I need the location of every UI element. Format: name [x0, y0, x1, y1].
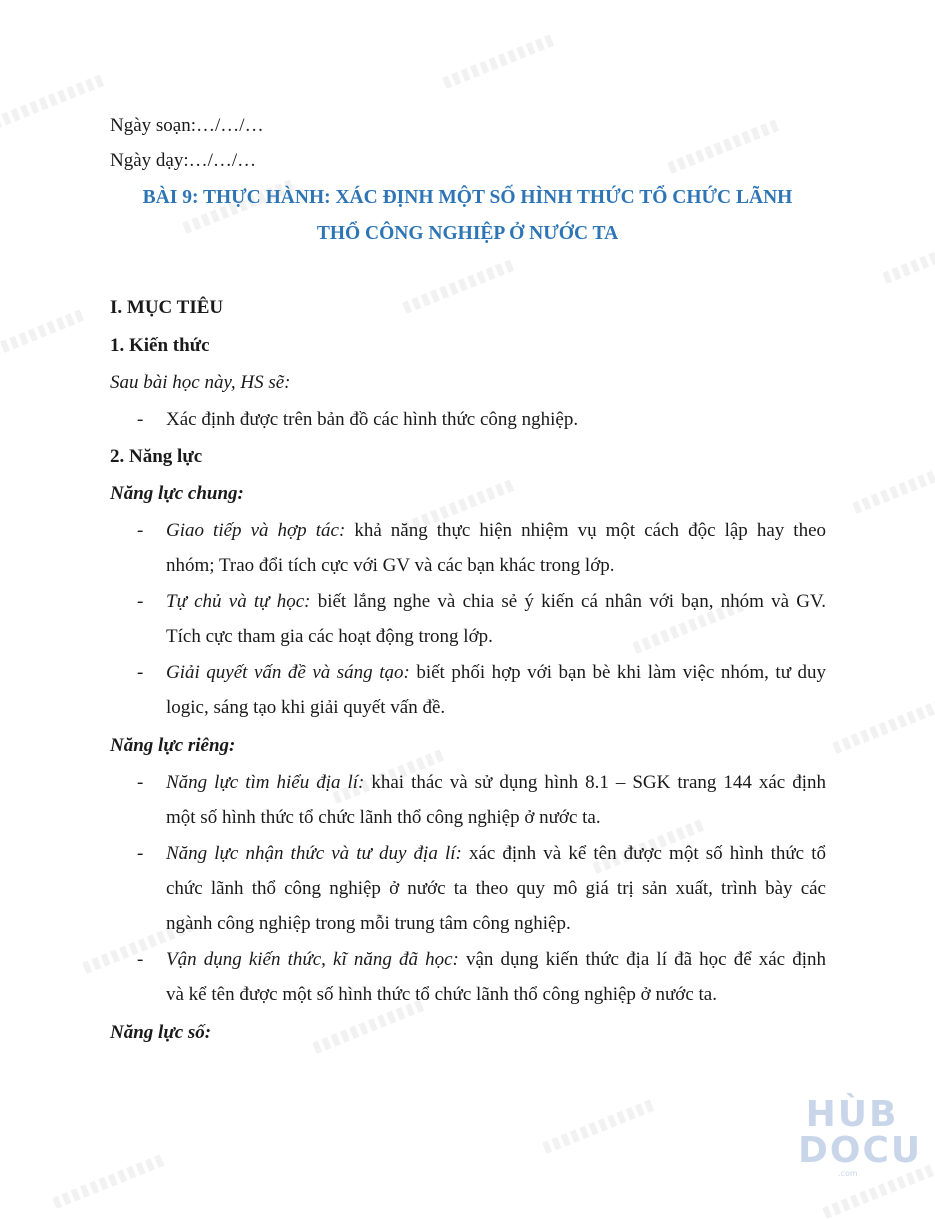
- general-competence-heading: Năng lực chung:: [110, 483, 244, 504]
- item-text: vận dụng kiến thức địa lí đã học để xác định: [465, 949, 826, 970]
- item-label: Giao tiếp và hợp tác:: [166, 520, 346, 541]
- logo-text-bottom: DOCU: [798, 1130, 923, 1171]
- item-text: biết lắng nghe và chia sẻ ý kiến cá nhân với bạn, nhóm và GV.: [317, 591, 826, 612]
- section-heading-objectives: I. MỤC TIÊU: [110, 297, 224, 318]
- watermark: [52, 1153, 168, 1209]
- lesson-title-line1: BÀI 9: THỰC HÀNH: XÁC ĐỊNH MỘT SỐ HÌNH THỨC TỔ CHỨC LÃNH: [142, 187, 793, 208]
- list-item: [166, 590, 826, 660]
- item-text: khả năng thực hiện nhiệm vụ một cách độc lập hay theo: [354, 520, 827, 541]
- bullet-dash: -: [137, 591, 144, 612]
- watermark: [402, 258, 518, 314]
- item-text: xác định và kể tên được một số hình thức tổ: [468, 843, 826, 864]
- item-text: logic, sáng tạo khi giải quyết vấn đề.: [166, 697, 446, 718]
- list-item: [166, 948, 826, 1018]
- item-label: Vận dụng kiến thức, kĩ năng đã học:: [166, 949, 459, 970]
- item-text: Tích cực tham gia các hoạt động trong lớp.: [166, 626, 493, 647]
- watermark: [442, 33, 558, 89]
- item-text: nhóm; Trao đổi tích cực với GV và các bạn khác trong lớp.: [166, 555, 615, 576]
- list-item: [166, 661, 826, 731]
- item-label: Năng lực nhận thức và tư duy địa lí:: [166, 843, 462, 864]
- bullet-dash: -: [137, 409, 144, 430]
- knowledge-item: Xác định được trên bản đồ các hình thức công nghiệp.: [166, 409, 579, 430]
- list-item: [166, 519, 826, 589]
- bullet-dash: -: [137, 662, 144, 683]
- bullet-dash: -: [137, 520, 144, 541]
- item-label: Tự chủ và tự học:: [166, 591, 311, 612]
- item-text: biết phối hợp với bạn bè khi làm việc nhóm, tư duy: [416, 662, 827, 683]
- item-text: và kể tên được một số hình thức tổ chức lãnh thổ công nghiệp ở nước ta.: [166, 984, 717, 1005]
- item-text: ngành công nghiệp trong mỗi trung tâm công nghiệp.: [166, 913, 571, 934]
- knowledge-intro: Sau bài học này, HS sẽ:: [110, 372, 291, 393]
- subsection-heading-competence: 2. Năng lực: [110, 446, 203, 467]
- bullet-dash: -: [137, 772, 144, 793]
- watermark: [852, 458, 935, 514]
- watermark: [667, 118, 783, 174]
- list-item: [166, 842, 826, 947]
- logo-text-top: HÙB: [805, 1094, 899, 1135]
- bullet-dash: -: [137, 949, 144, 970]
- list-item: [166, 771, 826, 841]
- item-label: Giải quyết vấn đề và sáng tạo:: [166, 662, 410, 683]
- item-text: chức lãnh thổ công nghiệp ở nước ta theo quy mô giá trị sản xuất, trình bày các: [166, 878, 826, 899]
- bullet-dash: -: [137, 843, 144, 864]
- lesson-title-line2: THỔ CÔNG NGHIỆP Ở NƯỚC TA: [316, 223, 619, 244]
- item-label: Năng lực tìm hiểu địa lí:: [166, 772, 365, 793]
- specific-competence-heading: Năng lực riêng:: [110, 735, 236, 756]
- digital-competence-heading: Năng lực số:: [110, 1022, 212, 1043]
- watermark: [542, 1098, 658, 1154]
- watermark: [0, 73, 108, 129]
- prep-date: Ngày soạn:…/…/…: [110, 115, 264, 136]
- item-text: một số hình thức tổ chức lãnh thổ công nghiệp ở nước ta.: [166, 807, 601, 828]
- logo-suffix: .com: [838, 1169, 858, 1178]
- hubdocu-logo: [798, 1094, 923, 1178]
- teach-date: Ngày dạy:…/…/…: [110, 150, 257, 171]
- watermark: [832, 698, 935, 754]
- subsection-heading-knowledge: 1. Kiến thức: [110, 335, 210, 356]
- item-text: khai thác và sử dụng hình 8.1 – SGK trang 144 xác định: [371, 772, 826, 793]
- watermark: [0, 308, 88, 364]
